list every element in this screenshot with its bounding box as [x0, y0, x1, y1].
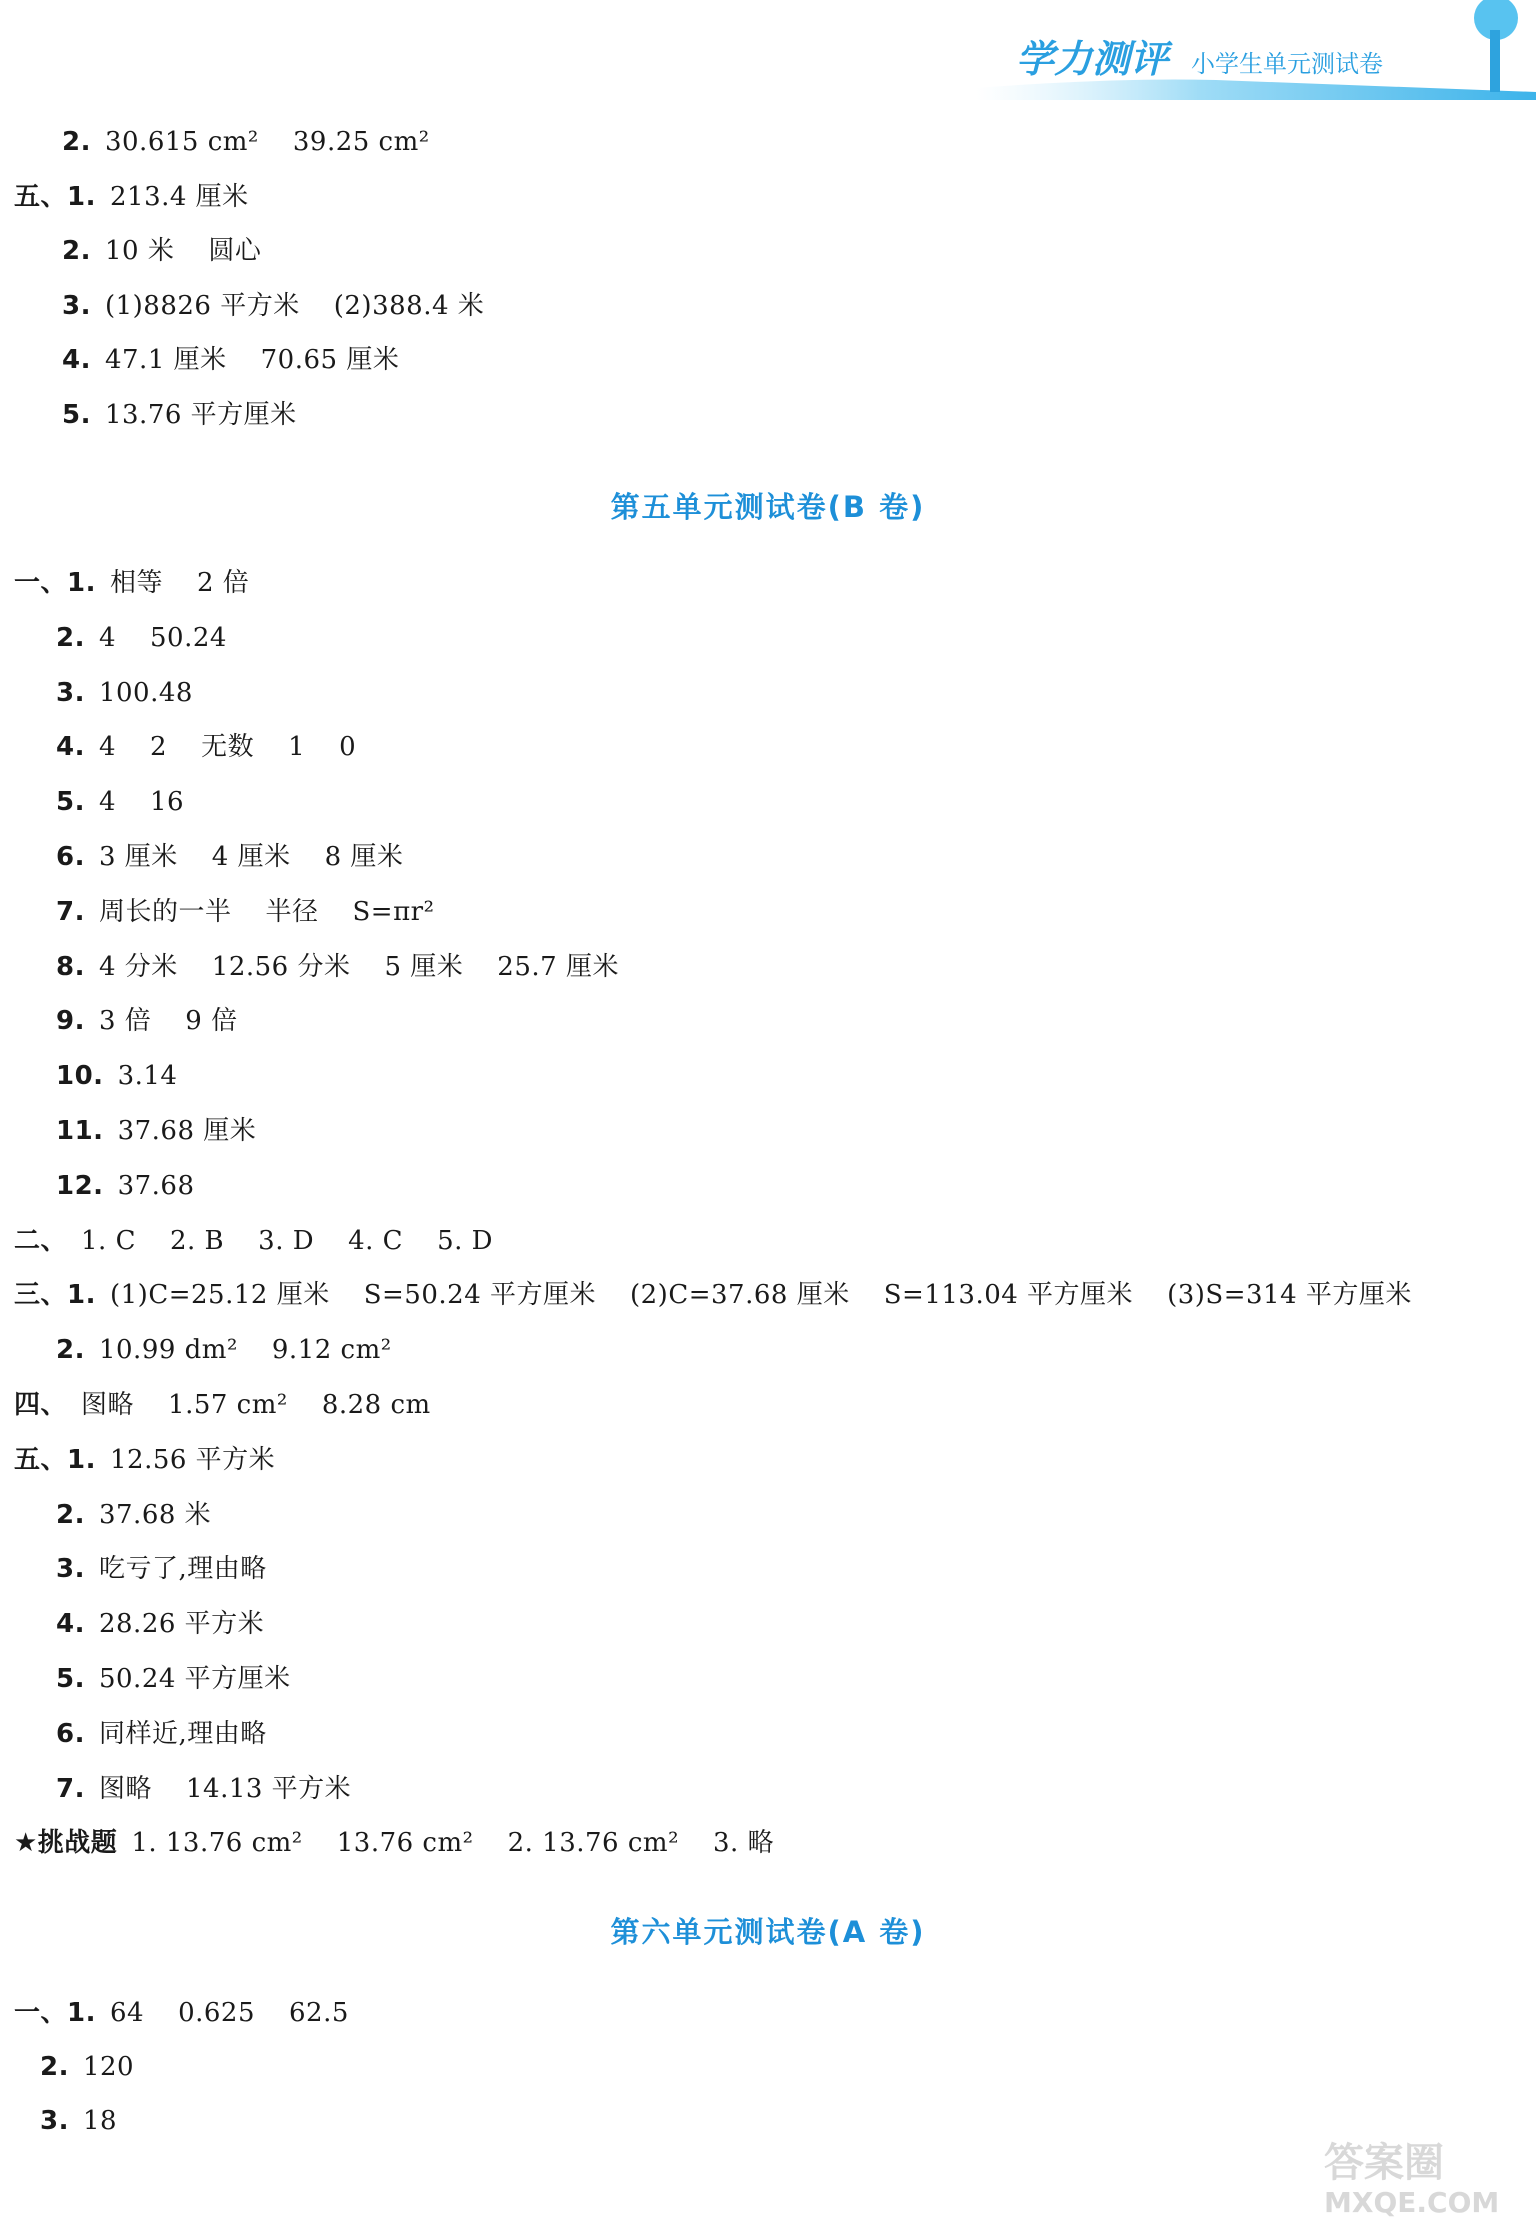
answer-value: 120: [82, 2052, 135, 2082]
question-number: 10.: [56, 1061, 104, 1091]
answer-value: 50.24: [150, 623, 227, 653]
answer-value: 47.1 厘米: [104, 345, 227, 375]
answer-value: (1)C=25.12 厘米: [109, 1280, 330, 1310]
answer-value: 2: [150, 732, 168, 762]
question-number: 6.: [56, 1719, 85, 1749]
answer-line: [14, 1278, 1412, 1312]
answer-value: 2. B: [169, 1226, 225, 1256]
question-number: 1.: [67, 568, 96, 598]
answer-value: 吃亏了,理由略: [98, 1554, 267, 1584]
answer-value: 8.28 cm: [321, 1390, 431, 1420]
answer-value: 3 厘米: [98, 842, 178, 872]
answer-line: [62, 398, 297, 432]
answer-value: 30.615 cm²: [104, 127, 259, 157]
answer-value: 213.4 厘米: [109, 182, 249, 212]
answer-line: [56, 1059, 177, 1093]
question-number: 2.: [62, 236, 91, 266]
answer-line: [14, 1224, 493, 1258]
answer-value: 5. D: [437, 1226, 493, 1256]
answer-value: 3. 略: [713, 1828, 775, 1858]
answer-value: 62.5: [289, 1998, 349, 2028]
answer-line: [62, 125, 430, 159]
section-marker: 五、: [14, 1445, 68, 1475]
answer-value: 5 厘米: [384, 952, 464, 982]
section-title-unit6-a: 第六单元测试卷(A 卷): [610, 1915, 926, 1949]
answer-line: [56, 1004, 238, 1038]
answer-value: (2)388.4 米: [333, 291, 485, 321]
answer-line: [14, 1996, 349, 2030]
answer-value: 4 分米: [98, 952, 178, 982]
answer-line: [56, 621, 227, 655]
section-marker: 五、: [14, 182, 68, 212]
brand-subtitle: 小学生单元测试卷: [1191, 50, 1383, 78]
section-marker: ★挑战题: [14, 1828, 118, 1858]
section-marker: 三、: [14, 1280, 68, 1310]
answer-value: 4. C: [348, 1226, 404, 1256]
question-number: 3.: [62, 291, 91, 321]
answer-line: [56, 840, 403, 874]
answer-value: S=113.04 平方厘米: [883, 1280, 1134, 1310]
question-number: 1.: [67, 1998, 96, 2028]
answer-line: [40, 2050, 134, 2084]
question-number: 3.: [40, 2106, 69, 2136]
answer-value: 图略: [81, 1390, 135, 1420]
question-number: 5.: [56, 1664, 85, 1694]
answer-line: [56, 1717, 267, 1751]
question-number: 7.: [56, 897, 85, 927]
answer-value: 1. 13.76 cm²: [131, 1828, 303, 1858]
answer-value: 9.12 cm²: [271, 1335, 392, 1365]
answer-value: 8 厘米: [324, 842, 404, 872]
tree-trunk-icon: [1490, 30, 1500, 92]
question-number: 2.: [56, 1335, 85, 1365]
answer-line: [62, 234, 261, 268]
answer-value: 3. D: [258, 1226, 315, 1256]
answer-value: 9 倍: [185, 1006, 238, 1036]
answer-value: 37.68 厘米: [117, 1116, 257, 1146]
answer-value: 半径: [265, 897, 319, 927]
answer-value: 39.25 cm²: [292, 127, 430, 157]
answer-line: [56, 1662, 291, 1696]
answer-value: 16: [150, 787, 185, 817]
answer-line: [56, 1498, 211, 1532]
answer-value: 70.65 厘米: [260, 345, 400, 375]
answer-value: 10.99 dm²: [98, 1335, 238, 1365]
answer-value: 2 倍: [197, 568, 250, 598]
answer-value: 1. C: [81, 1226, 136, 1256]
answer-value: 0.625: [178, 1998, 256, 2028]
answer-line: [14, 1443, 275, 1477]
question-number: 1.: [67, 182, 96, 212]
answer-line: [56, 950, 619, 984]
answer-line: [56, 1552, 267, 1586]
question-number: 1.: [67, 1445, 96, 1475]
question-number: 11.: [56, 1116, 104, 1146]
answer-value: 2. 13.76 cm²: [507, 1828, 679, 1858]
section-marker: 一、: [14, 568, 68, 598]
answer-line: [56, 785, 184, 819]
answer-line: [14, 566, 249, 600]
answer-value: 14.13 平方米: [185, 1774, 352, 1804]
answer-value: 12.56 平方米: [109, 1445, 276, 1475]
question-number: 2.: [40, 2052, 69, 2082]
answer-value: 相等: [109, 568, 163, 598]
answer-value: 13.76 平方厘米: [104, 400, 297, 430]
answer-value: 无数: [201, 732, 255, 762]
answer-value: 4: [98, 623, 117, 653]
answer-line: [56, 676, 193, 710]
answer-line: [14, 1826, 774, 1860]
question-number: 9.: [56, 1006, 85, 1036]
answer-value: 50.24 平方厘米: [98, 1664, 291, 1694]
brand-banner: [976, 0, 1536, 110]
question-number: 7.: [56, 1774, 85, 1804]
answer-value: 图略: [98, 1774, 152, 1804]
answer-line: [62, 343, 399, 377]
question-number: 3.: [56, 1554, 85, 1584]
answer-value: 1: [288, 732, 306, 762]
answer-value: 25.7 厘米: [497, 952, 619, 982]
question-number: 2.: [62, 127, 91, 157]
brand-title: 学力测评: [1016, 37, 1169, 81]
answer-value: 同样近,理由略: [98, 1719, 267, 1749]
answer-value: 4: [98, 732, 117, 762]
answer-value: (1)8826 平方米: [104, 291, 300, 321]
question-number: 8.: [56, 952, 85, 982]
answer-value: (3)S=314 平方厘米: [1167, 1280, 1412, 1310]
question-number: 5.: [56, 787, 85, 817]
question-number: 4.: [62, 345, 91, 375]
answer-value: 0: [339, 732, 357, 762]
answer-value: 37.68: [117, 1171, 195, 1201]
answer-value: S=50.24 平方厘米: [363, 1280, 596, 1310]
question-number: 5.: [62, 400, 91, 430]
answer-value: (2)C=37.68 厘米: [630, 1280, 850, 1310]
answer-line: [56, 1772, 351, 1806]
answer-value: 4: [98, 787, 117, 817]
answer-value: 3.14: [117, 1061, 178, 1091]
answer-value: 37.68 米: [98, 1500, 212, 1530]
watermark-cn: 答案圈: [1324, 2140, 1444, 2186]
answer-value: 100.48: [98, 678, 193, 708]
banner-wave: [976, 79, 1536, 100]
answer-line: [40, 2104, 117, 2138]
answer-value: 1.57 cm²: [168, 1390, 288, 1420]
answer-value: 64: [109, 1998, 145, 2028]
question-number: 3.: [56, 678, 85, 708]
answer-line: [14, 1388, 431, 1422]
watermark-logo: [1316, 2130, 1526, 2220]
question-number: 6.: [56, 842, 85, 872]
answer-line: [56, 1169, 195, 1203]
answer-value: 10 米: [104, 236, 175, 266]
answer-line: [56, 1114, 256, 1148]
answer-value: S=πr²: [352, 897, 435, 927]
question-number: 2.: [56, 623, 85, 653]
watermark-en: MXQE.COM: [1324, 2186, 1500, 2219]
question-number: 1.: [67, 1280, 96, 1310]
question-number: 4.: [56, 732, 85, 762]
section-marker: 一、: [14, 1998, 68, 2028]
question-number: 2.: [56, 1500, 85, 1530]
question-number: 4.: [56, 1609, 85, 1639]
answer-value: 圆心: [208, 236, 262, 266]
answer-value: 3 倍: [98, 1006, 152, 1036]
answer-value: 4 厘米: [211, 842, 291, 872]
answer-line: [14, 180, 249, 214]
answer-value: 18: [82, 2106, 118, 2136]
answer-line: [56, 730, 356, 764]
answer-value: 28.26 平方米: [98, 1609, 265, 1639]
answer-value: 周长的一半: [98, 897, 232, 927]
answer-line: [56, 1607, 264, 1641]
section-title-unit5-b: 第五单元测试卷(B 卷): [610, 490, 926, 524]
question-number: 12.: [56, 1171, 104, 1201]
answer-value: 13.76 cm²: [336, 1828, 474, 1858]
answer-line: [56, 895, 435, 929]
answer-line: [56, 1333, 392, 1367]
answer-line: [62, 289, 484, 323]
section-marker: 四、: [14, 1390, 68, 1420]
answer-value: 12.56 分米: [211, 952, 351, 982]
section-marker: 二、: [14, 1226, 68, 1256]
